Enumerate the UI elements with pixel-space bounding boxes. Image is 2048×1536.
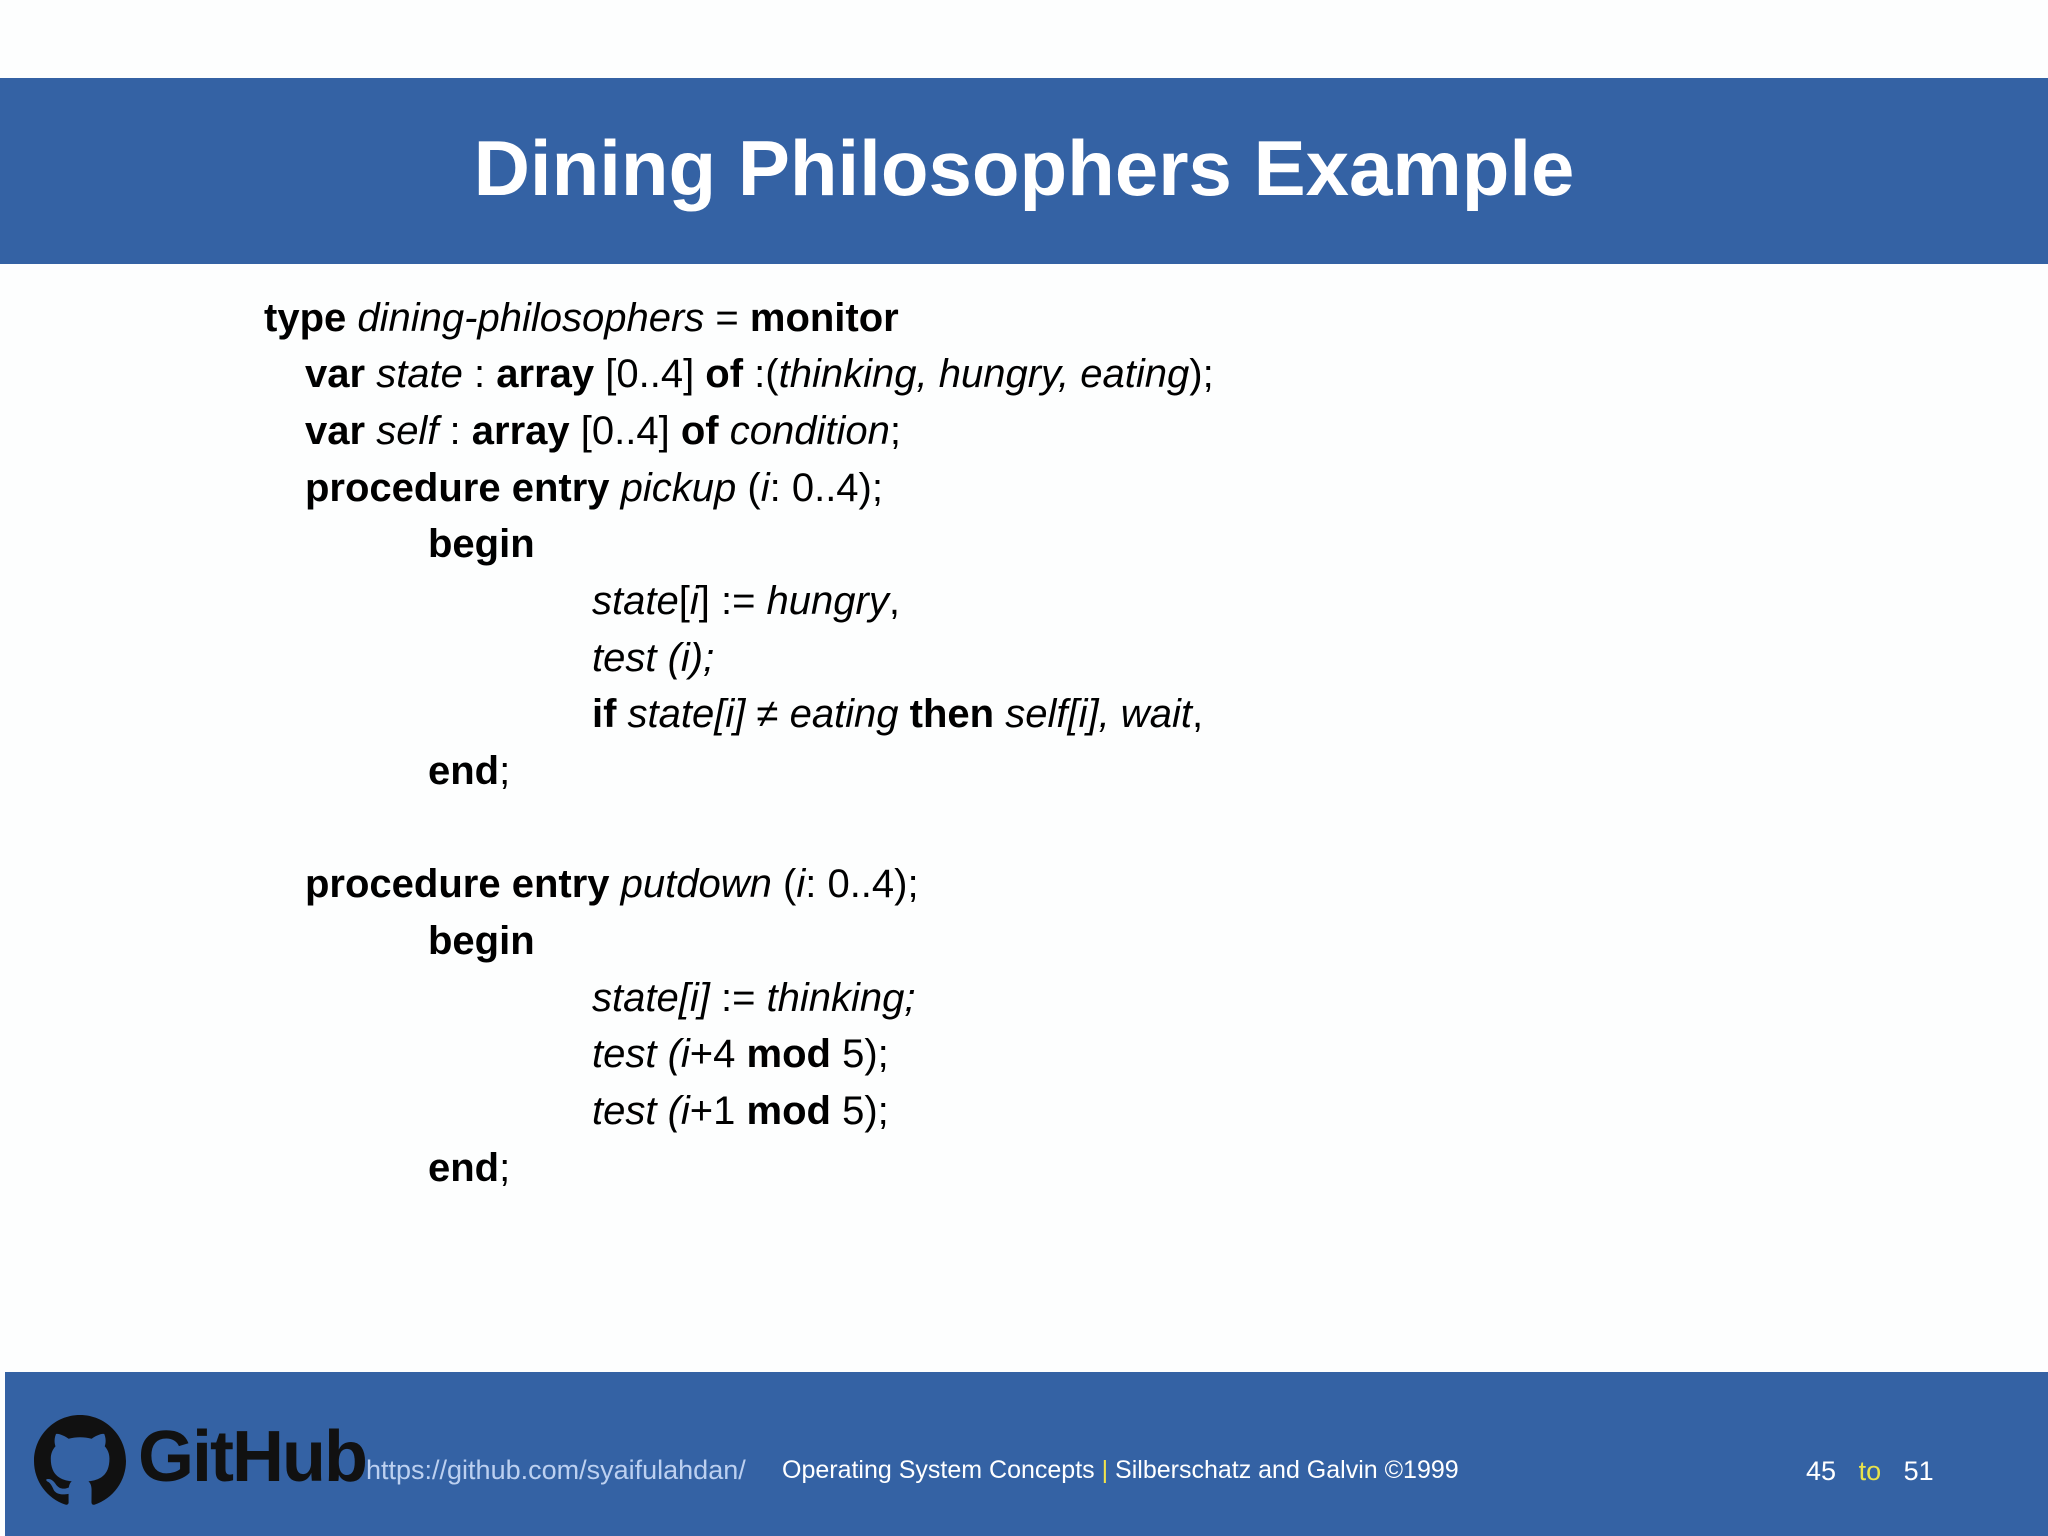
code-line: if state[i] ≠ eating then self[i], wait, bbox=[592, 692, 1204, 736]
github-wordmark: GitHub bbox=[138, 1417, 366, 1497]
footer-url-link[interactable]: https://github.com/syaifulahdan/ bbox=[366, 1455, 746, 1485]
code-line: type dining-philosophers = monitor bbox=[264, 296, 899, 340]
footer-course-credit bbox=[782, 1453, 1459, 1487]
github-octocat-icon bbox=[34, 1415, 126, 1507]
code-line: begin bbox=[428, 919, 535, 963]
footer-separator: | bbox=[1101, 1456, 1109, 1484]
code-line: end; bbox=[428, 749, 511, 793]
code-line: test (i); bbox=[592, 636, 715, 680]
course-title: Operating System Concepts bbox=[782, 1456, 1102, 1484]
page-total: 51 bbox=[1903, 1456, 1934, 1486]
code-line: state[i] := hungry, bbox=[592, 579, 900, 623]
course-authors: Silberschatz and Galvin ©1999 bbox=[1108, 1456, 1459, 1484]
code-line: var self : array [0..4] of condition; bbox=[305, 409, 901, 453]
code-line: begin bbox=[428, 522, 535, 566]
code-line: procedure entry putdown (i: 0..4); bbox=[305, 862, 919, 906]
page-current: 45 bbox=[1806, 1456, 1837, 1486]
code-line: state[i] := thinking; bbox=[592, 976, 916, 1020]
page-indicator bbox=[1806, 1454, 1934, 1488]
code-line: test (i+4 mod 5); bbox=[592, 1032, 889, 1076]
code-line: var state : array [0..4] of :(thinking, hungry, eating); bbox=[305, 352, 1214, 396]
page-to-label: to bbox=[1858, 1456, 1882, 1486]
slide-title: Dining Philosophers Example bbox=[473, 124, 1575, 212]
code-line: end; bbox=[428, 1146, 511, 1190]
code-line: procedure entry pickup (i: 0..4); bbox=[305, 466, 883, 510]
code-line: test (i+1 mod 5); bbox=[592, 1089, 889, 1133]
